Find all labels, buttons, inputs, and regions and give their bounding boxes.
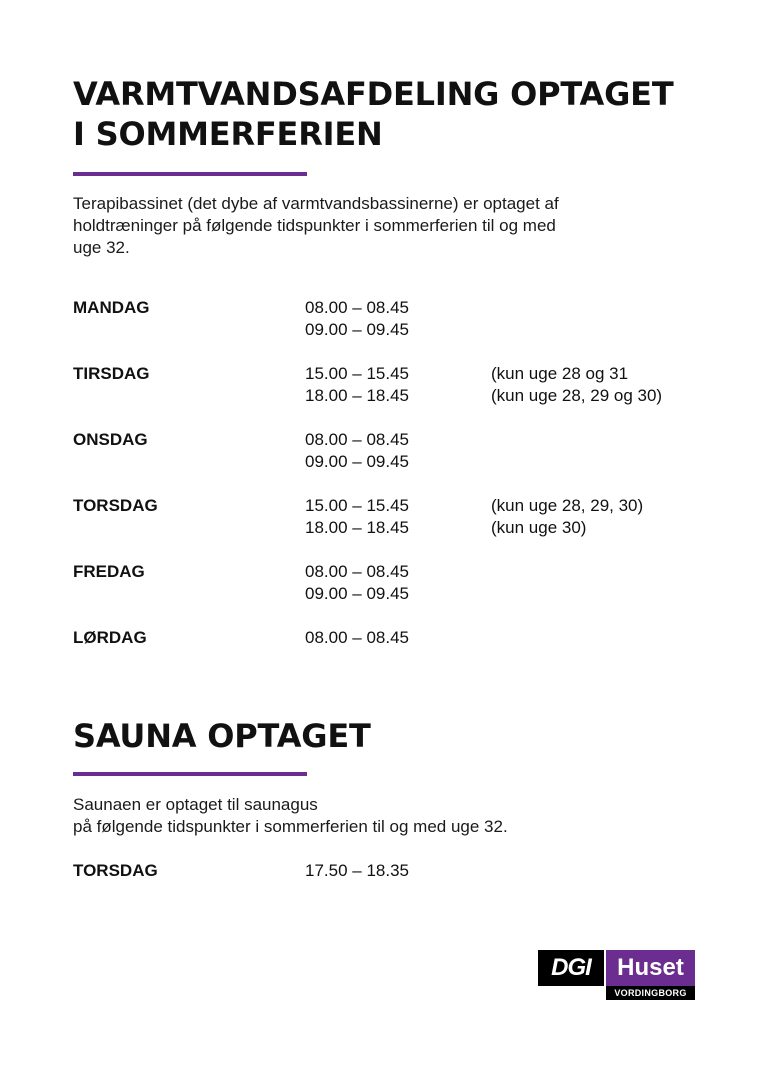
schedule-time: 18.00 – 18.45 bbox=[305, 518, 409, 537]
schedule-day: TIRSDAG bbox=[73, 364, 150, 383]
schedule-times bbox=[305, 627, 409, 649]
schedule-time: 09.00 – 09.45 bbox=[305, 452, 409, 471]
section1-title-line1: VARMTVANDSAFDELING OPTAGET bbox=[73, 75, 674, 113]
schedule-time: 09.00 – 09.45 bbox=[305, 584, 409, 603]
section2-title-text: SAUNA OPTAGET bbox=[73, 717, 371, 755]
logo-town-label: VORDINGBORG bbox=[606, 986, 695, 1000]
schedule-times bbox=[305, 860, 409, 882]
section1-intro-line: uge 32. bbox=[73, 238, 130, 257]
schedule-row-mandag bbox=[73, 297, 713, 341]
section1-title bbox=[73, 74, 713, 154]
schedule-day: ONSDAG bbox=[73, 430, 148, 449]
schedule-note: (kun uge 28, 29, 30) bbox=[491, 496, 644, 515]
schedule-time: 08.00 – 08.45 bbox=[305, 430, 409, 449]
schedule-day: TORSDAG bbox=[73, 496, 158, 515]
schedule-row-lordag bbox=[73, 627, 713, 671]
dgi-huset-logo bbox=[538, 950, 695, 1000]
schedule-time: 15.00 – 15.45 bbox=[305, 364, 409, 383]
logo-huset-block: Huset bbox=[606, 950, 695, 986]
schedule-time: 08.00 – 08.45 bbox=[305, 298, 409, 317]
schedule-time: 15.00 – 15.45 bbox=[305, 496, 409, 515]
sauna-row-torsdag bbox=[73, 860, 713, 904]
section2-intro-line: Saunaen er optaget til saunagus bbox=[73, 795, 318, 814]
schedule-time: 09.00 – 09.45 bbox=[305, 320, 409, 339]
section2-intro bbox=[73, 794, 693, 838]
section1-intro-line: holdtræninger på følgende tidspunkter i sommerferien til og med bbox=[73, 216, 556, 235]
schedule-notes bbox=[491, 495, 643, 539]
schedule-row-tirsdag bbox=[73, 363, 713, 407]
schedule-times bbox=[305, 561, 409, 605]
schedule-note: (kun uge 30) bbox=[491, 518, 587, 537]
section1-intro bbox=[73, 193, 693, 259]
schedule-time: 08.00 – 08.45 bbox=[305, 562, 409, 581]
schedule-notes bbox=[491, 363, 662, 407]
schedule-row-onsdag bbox=[73, 429, 713, 473]
schedule-time: 18.00 – 18.45 bbox=[305, 386, 409, 405]
schedule-day: MANDAG bbox=[73, 298, 150, 317]
section1-intro-line: Terapibassinet (det dybe af varmtvandsbassinerne) er optaget af bbox=[73, 194, 559, 213]
schedule-time: 17.50 – 18.35 bbox=[305, 861, 409, 880]
logo-dgi-block: DGI bbox=[538, 950, 604, 986]
section2-intro-line: på følgende tidspunkter i sommerferien til og med uge 32. bbox=[73, 817, 508, 836]
schedule-times bbox=[305, 495, 409, 539]
schedule-day: TORSDAG bbox=[73, 861, 158, 880]
section1-title-line2: I SOMMERFERIEN bbox=[73, 115, 383, 153]
section1-accent-rule bbox=[73, 172, 307, 176]
schedule-row-torsdag bbox=[73, 495, 713, 539]
schedule-times bbox=[305, 363, 409, 407]
schedule-day: FREDAG bbox=[73, 562, 145, 581]
schedule-time: 08.00 – 08.45 bbox=[305, 628, 409, 647]
schedule-note: (kun uge 28 og 31 bbox=[491, 364, 629, 383]
schedule-times bbox=[305, 429, 409, 473]
section2-accent-rule bbox=[73, 772, 307, 776]
schedule-day: LØRDAG bbox=[73, 628, 147, 647]
section2-title bbox=[73, 716, 713, 756]
schedule-times bbox=[305, 297, 409, 341]
schedule-note: (kun uge 28, 29 og 30) bbox=[491, 386, 663, 405]
schedule-row-fredag bbox=[73, 561, 713, 605]
